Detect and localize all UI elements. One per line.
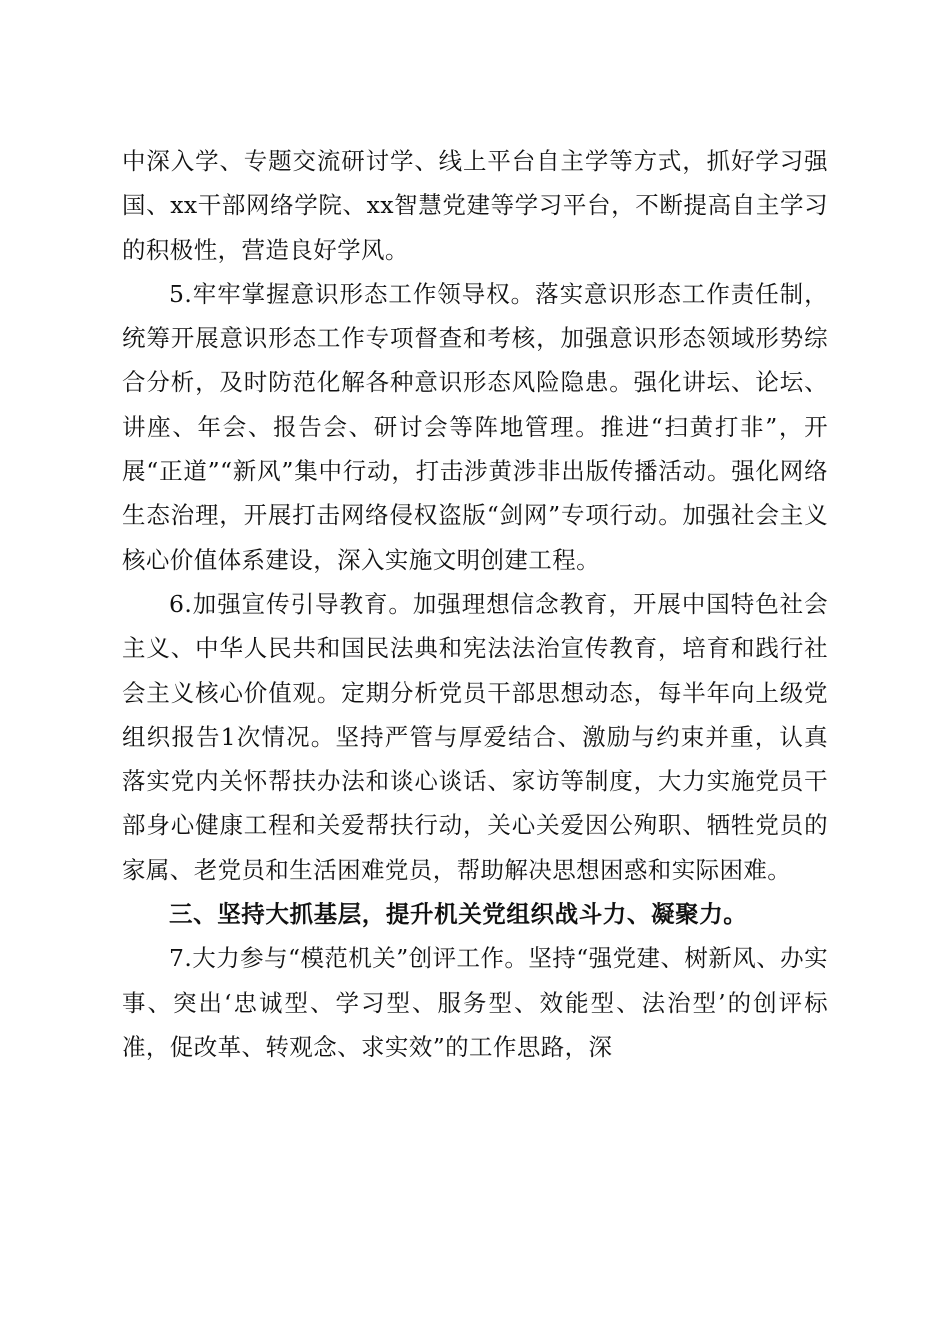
paragraph-6-publicity-education: 6.加强宣传引导教育。加强理想信念教育，开展中国特色社会主义、中华人民共和国民法典和宪法法治宣传教育，培育和践行社会主义核心价值观。定期分析党员干部思想动态，每半年向上级党组织报告1次情况。坚持严管与厚爱结合、激励与约束并重，认真落实党内关怀帮扶办法和谈心谈话、家访等制度，大力实施党员干部身心健康工程和关爱帮扶行动，关心关爱因公殉职、牺牲党员的家属、老党员和生活困难党员，帮助解决思想困惑和实际困难。 bbox=[122, 589, 828, 884]
paragraph-5-ideology-leadership: 5.牢牢掌握意识形态工作领导权。落实意识形态工作责任制，统筹开展意识形态工作专项督查和考核，加强意识形态领域形势综合分析，及时防范化解各种意识形态风险隐患。强化讲坛、论坛、讲座、年会、报告会、研讨会等阵地管理。推进“扫黄打非”，开展“正道”“新风”集中行动，打击涉黄涉非出版传播活动。强化网络生态治理，开展打击网络侵权盗版“剑网”专项行动。加强社会主义核心价值体系建设，深入实施文明创建工程。 bbox=[122, 279, 828, 574]
document-body bbox=[122, 139, 828, 1069]
section-heading-3: 三、坚持大抓基层，提升机关党组织战斗力、凝聚力。 bbox=[169, 900, 748, 929]
paragraph-continued-study-methods: 中深入学、专题交流研讨学、线上平台自主学等方式，抓好学习强国、xx干部网络学院、xx智慧党建等学习平台，不断提高自主学习的积极性，营造良好学风。 bbox=[122, 147, 828, 264]
paragraph-7-model-organ: 7.大力参与“模范机关”创评工作。坚持“强党建、树新风、办实事、突出‘忠诚型、学习型、服务型、效能型、法治型’的创评标准，促改革、转观念、求实效”的工作思路，深 bbox=[122, 944, 828, 1061]
